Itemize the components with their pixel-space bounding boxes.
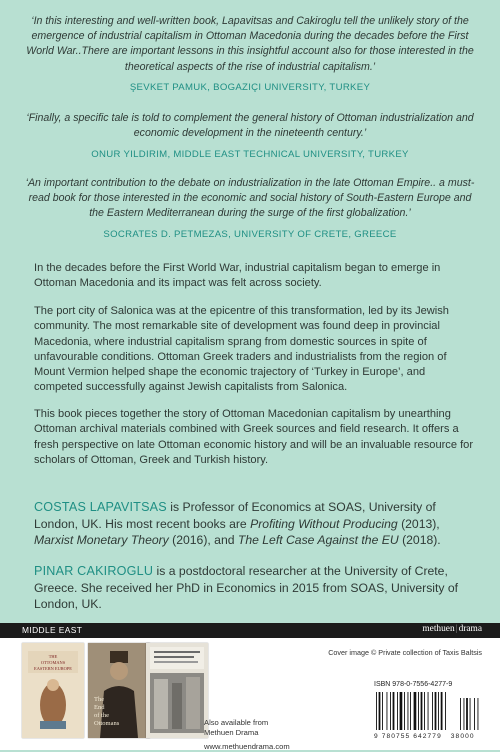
cover-portrait-icon <box>88 643 150 738</box>
footer-panel <box>0 623 500 750</box>
cover-street-photo-icon <box>146 643 208 738</box>
ean-digits: 9 780755 642779 <box>374 733 442 740</box>
cover-illustration-icon <box>22 643 84 738</box>
endorsement-attribution-3: SOCRATES D. PETMEZAS, UNIVERSITY OF CRETE, GREECE <box>103 229 397 240</box>
endorsement-quote-1: ‘In this interesting and well-written book, Lapavitsas and Cakiroglu tell the unlikely story of the emergence of industrial capitalism in Ottoman Macedonia during the decades before the First World War..There are important lessons in this insightful account also for those interested in the theoretical aspects of the rise of industrial capitalism.’ <box>26 15 474 73</box>
bio-text: (2016), and <box>168 533 238 548</box>
description-paragraph-3: This book pieces together the story of Ottoman Macedonian capitalism by unearthing Ottoman archival materials combined with Greek sources and field research. It offers a fresh perspective on late Ottoman economic history and will be an invaluable resource for scholars of Ottoman, Greek and Turkish history. <box>34 408 474 466</box>
description-paragraph-2: The port city of Salonica was at the epicentre of this transformation, led by its Jewish community. The most remarkable site of development was found deep in provincial Macedonia, where industrial capitalism sprang from domestic sources in spite of unfavourable conditions. Ottoman Greek traders and industrialists from the region of Mount Vermion helped shape the economic trajectory of ‘Turkey in Europe’, and competed successfully against Jewish capitalists from Salonica. <box>34 305 449 394</box>
svg-text:EASTERN EUROPE: EASTERN EUROPE <box>34 666 72 671</box>
bio-text: (2018). <box>398 533 441 548</box>
related-book-cover-2 <box>88 643 150 738</box>
related-book-cover-3 <box>146 643 208 738</box>
bio-text: is Professor of Economics at SOAS, University of London, UK. His most recent books are <box>34 500 436 531</box>
svg-text:of the: of the <box>94 712 109 719</box>
svg-text:OTTOMANS: OTTOMANS <box>40 660 66 665</box>
svg-text:End: End <box>94 704 105 711</box>
barcode-digits <box>374 733 475 740</box>
author-bio-cakiroglu <box>34 563 474 613</box>
publisher-logo <box>422 624 482 634</box>
author-name: COSTAS LAPAVITSAS <box>34 500 167 514</box>
endorsement-quote-3: ‘An important contribution to the debate on industrialization in the late Ottoman Empire.. a must-read book for those interested in the economic and social history of South-Eastern Europe and the Eastern Mediterranean during the surge of the first globalization.’ <box>25 177 475 220</box>
barcode-icon <box>374 692 484 732</box>
endorsement-attribution-1: ŞEVKET PAMUK, BOGAZIÇI UNIVERSITY, TURKEY <box>129 82 371 93</box>
publisher-imprint: drama <box>458 624 482 634</box>
book-title: The Left Case Against the EU <box>237 533 399 548</box>
also-available-publisher: Methuen Drama <box>204 728 259 738</box>
svg-text:Ottomans: Ottomans <box>94 720 120 727</box>
bio-text: (2013), <box>397 516 440 531</box>
addon-digits: 38000 <box>450 733 475 740</box>
bio-text: is a postdoctoral researcher at the University of Crete, Greece. She received her PhD in Economics in 2015 from SOAS, University of London, UK. <box>34 564 459 612</box>
book-title: Marxist Monetary Theory <box>34 533 169 548</box>
isbn-label: ISBN 978-0-7556-4277-9 <box>374 681 453 688</box>
related-book-cover-1 <box>22 643 84 738</box>
publisher-name: methuen <box>422 624 455 634</box>
endorsement-quote-2: ‘Finally, a specific tale is told to complement the general history of Ottoman industrialization and economic development in the nineteenth century.’ <box>26 112 474 140</box>
publisher-website-link[interactable]: www.methuendrama.com <box>204 741 290 751</box>
book-title: Profiting Without Producing <box>250 516 398 531</box>
also-available-line: Also available from <box>204 718 269 727</box>
category-bar <box>0 623 500 638</box>
cover-image-credit: Cover image © Private collection of Taxis Baltsis <box>328 648 482 657</box>
category-label: MIDDLE EAST <box>22 625 83 635</box>
publisher-separator: | <box>455 624 458 634</box>
svg-text:THE: THE <box>48 654 58 659</box>
endorsement-attribution-2: ONUR YILDIRIM, MIDDLE EAST TECHNICAL UNIVERSITY, TURKEY <box>91 149 409 160</box>
also-available-note <box>204 718 290 752</box>
author-bio-lapavitsas <box>34 499 474 549</box>
svg-text:The: The <box>94 696 105 703</box>
author-name: PINAR CAKIROGLU <box>34 564 154 578</box>
description-paragraph-1: In the decades before the First World War, industrial capitalism began to emerge in Ottoman Macedonia and its impact was felt across society. <box>34 262 441 290</box>
